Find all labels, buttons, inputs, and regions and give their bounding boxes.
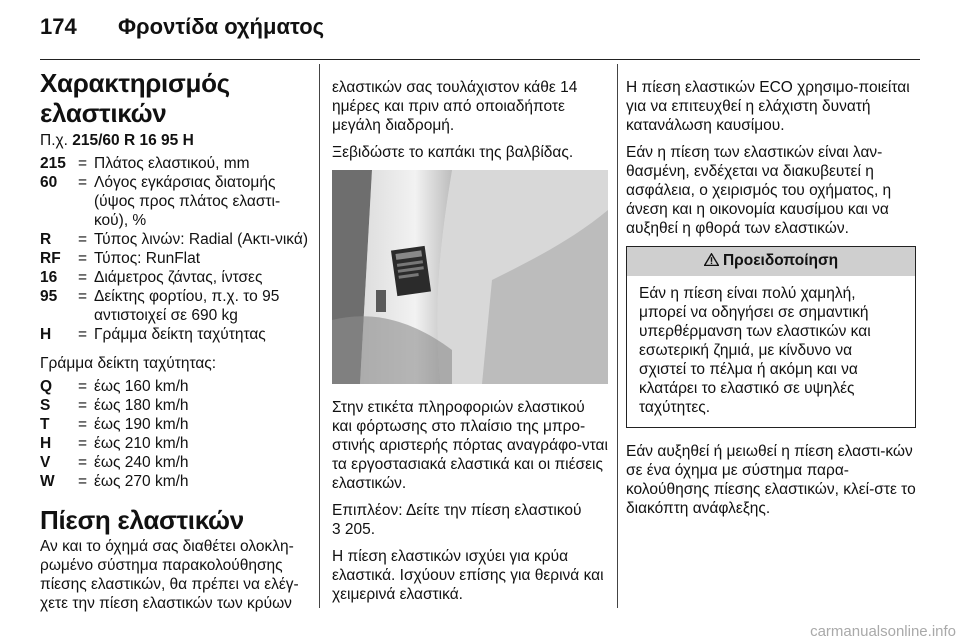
paragraph: Ξεβιδώστε το καπάκι της βαλβίδας.: [332, 144, 574, 161]
reference-text: Επιπλέον: Δείτε την πίεση ελαστικού: [332, 502, 582, 519]
column-divider: [319, 64, 320, 608]
definition-value: έως 210 km/h: [94, 435, 189, 452]
door-pillar-label-photo: [332, 170, 608, 384]
page-header: [0, 0, 960, 62]
column-left: [40, 68, 310, 621]
definition-value: Τύπος λινών: Radial (Ακτι-νικά): [94, 231, 308, 248]
paragraph: Στην ετικέτα πληροφοριών ελαστικού και φόρτωσης στο πλαίσιο της μπρο-στινής αριστερής πόρτας αναγράφο-νται τα εργοστασιακά ελαστικά και οι πιέσεις ελαστικών.: [332, 399, 608, 492]
tire-code-definitions: [40, 154, 310, 344]
paragraph: ελαστικών σας τουλάχιστον κάθε 14 ημέρες και πριν από οποιαδήποτε μεγάλη διαδρομή.: [332, 79, 578, 134]
paragraph-reference: [332, 501, 608, 539]
example-code: 215/60 R 16 95 H: [72, 132, 194, 149]
column-middle: [332, 78, 608, 612]
definition-equals: =: [78, 454, 88, 471]
header-rule: [40, 59, 920, 60]
column-divider: [617, 64, 618, 608]
definition-equals: =: [78, 288, 88, 305]
definition-value: Πλάτος ελαστικού, mm: [94, 155, 250, 172]
definition-equals: =: [78, 269, 88, 286]
warning-text: Εάν η πίεση είναι πολύ χαμηλή, μπορεί να οδηγήσει σε σημαντική υπερθέρμανση των ελαστικών και εσωτερική ζημιά, με κίνδυνο να σχιστεί το πέλμα ή ακόμη και να κλατάρει το ελαστικό σε υψηλές ταχύτητες.: [639, 285, 871, 416]
definition-value: έως 240 km/h: [94, 454, 189, 471]
example-prefix: Π.χ.: [40, 132, 68, 149]
definition-row: [40, 268, 310, 287]
definition-row: [40, 325, 310, 344]
definition-value: Διάμετρος ζάντας, ίντσες: [94, 269, 263, 286]
definition-key: 16: [40, 269, 58, 286]
definition-key: H: [40, 435, 52, 452]
definition-key: S: [40, 397, 51, 414]
definition-row: [40, 453, 310, 472]
page-title: Φροντίδα οχήματος: [118, 14, 325, 39]
definition-equals: =: [78, 435, 88, 452]
definition-value: Δείκτης φορτίου, π.χ. το 95 αντιστοιχεί σε 690 kg: [94, 288, 280, 324]
definition-equals: =: [78, 250, 88, 267]
warning-triangle-icon: [704, 251, 719, 270]
definition-key: 95: [40, 288, 58, 305]
definition-value: έως 160 km/h: [94, 378, 189, 395]
speed-index-intro: Γράμμα δείκτη ταχύτητας:: [40, 355, 217, 372]
definition-key: RF: [40, 250, 61, 267]
definition-equals: =: [78, 416, 88, 433]
definition-row: [40, 377, 310, 396]
definition-key: V: [40, 454, 51, 471]
definition-row: [40, 287, 310, 325]
watermark: carmanualsonline.info: [810, 623, 956, 640]
paragraph: Εάν αυξηθεί ή μειωθεί η πίεση ελαστι-κών σε ένα όχημα με σύστημα παρα-κολούθησης πίεσης ελαστικών, κλεί-στε το διακόπτη ανάφλεξης.: [626, 443, 916, 517]
speed-index-table: [40, 377, 310, 491]
paragraph: Η πίεση ελαστικών ECO χρησιμο-ποιείται για να επιτευχθεί η ελάχιστη δυνατή κατανάλωση καυσίμου.: [626, 79, 910, 134]
section-title-pressure: Πίεση ελαστικών: [40, 505, 244, 535]
definition-value: Λόγος εγκάρσιας διατομής (ύψος προς πλάτος ελαστι-κού), %: [94, 174, 281, 229]
definition-key: W: [40, 473, 55, 490]
definition-equals: =: [78, 326, 88, 343]
definition-key: T: [40, 416, 50, 433]
definition-value: έως 190 km/h: [94, 416, 189, 433]
definition-equals: =: [78, 155, 88, 172]
definition-key: H: [40, 326, 52, 343]
warning-header: [627, 247, 915, 276]
column-right: [626, 78, 916, 526]
section-title: Χαρακτηρισμός ελαστικών: [40, 68, 230, 128]
definition-value: Γράμμα δείκτη ταχύτητας: [94, 326, 266, 343]
pressure-intro-paragraph: Αν και το όχημά σας διαθέτει ολοκλη-ρωμένο σύστημα παρακολούθησης πίεσης ελαστικών, θα πρέπει να ελέγ-χετε την πίεση ελαστικών των κρύων: [40, 538, 299, 612]
definition-row: [40, 230, 310, 249]
tire-code-example: [40, 131, 310, 150]
paragraph: Η πίεση ελαστικών ισχύει για κρύα ελαστικά. Ισχύουν επίσης για θερινά και χειμερινά ελαστικά.: [332, 548, 604, 603]
page-reference-link[interactable]: 3 205.: [332, 521, 376, 538]
definition-key: 215: [40, 155, 66, 172]
definition-equals: =: [78, 231, 88, 248]
definition-value: Τύπος: RunFlat: [94, 250, 201, 267]
definition-row: [40, 249, 310, 268]
definition-value: έως 180 km/h: [94, 397, 189, 414]
definition-key: 60: [40, 174, 58, 191]
definition-key: R: [40, 231, 52, 248]
definition-row: [40, 173, 310, 230]
paragraph: Εάν η πίεση των ελαστικών είναι λαν-θασμένη, ενδέχεται να διακυβευτεί η ασφάλεια, ο χειρισμός του οχήματος, η άνεση και η οικονομία καυσίμου και να αυξηθεί η φθορά των ελαστικών.: [626, 144, 892, 237]
definition-row: [40, 434, 310, 453]
definition-row: [40, 154, 310, 173]
definition-equals: =: [78, 397, 88, 414]
definition-equals: =: [78, 473, 88, 490]
warning-title: Προειδοποίηση: [722, 252, 839, 269]
definition-key: Q: [40, 378, 53, 395]
definition-value: έως 270 km/h: [94, 473, 189, 490]
definition-equals: =: [78, 378, 88, 395]
page-number: 174: [40, 14, 77, 39]
definition-row: [40, 415, 310, 434]
warning-box: [626, 246, 916, 428]
definition-equals: =: [78, 174, 88, 191]
definition-row: [40, 396, 310, 415]
definition-row: [40, 472, 310, 491]
